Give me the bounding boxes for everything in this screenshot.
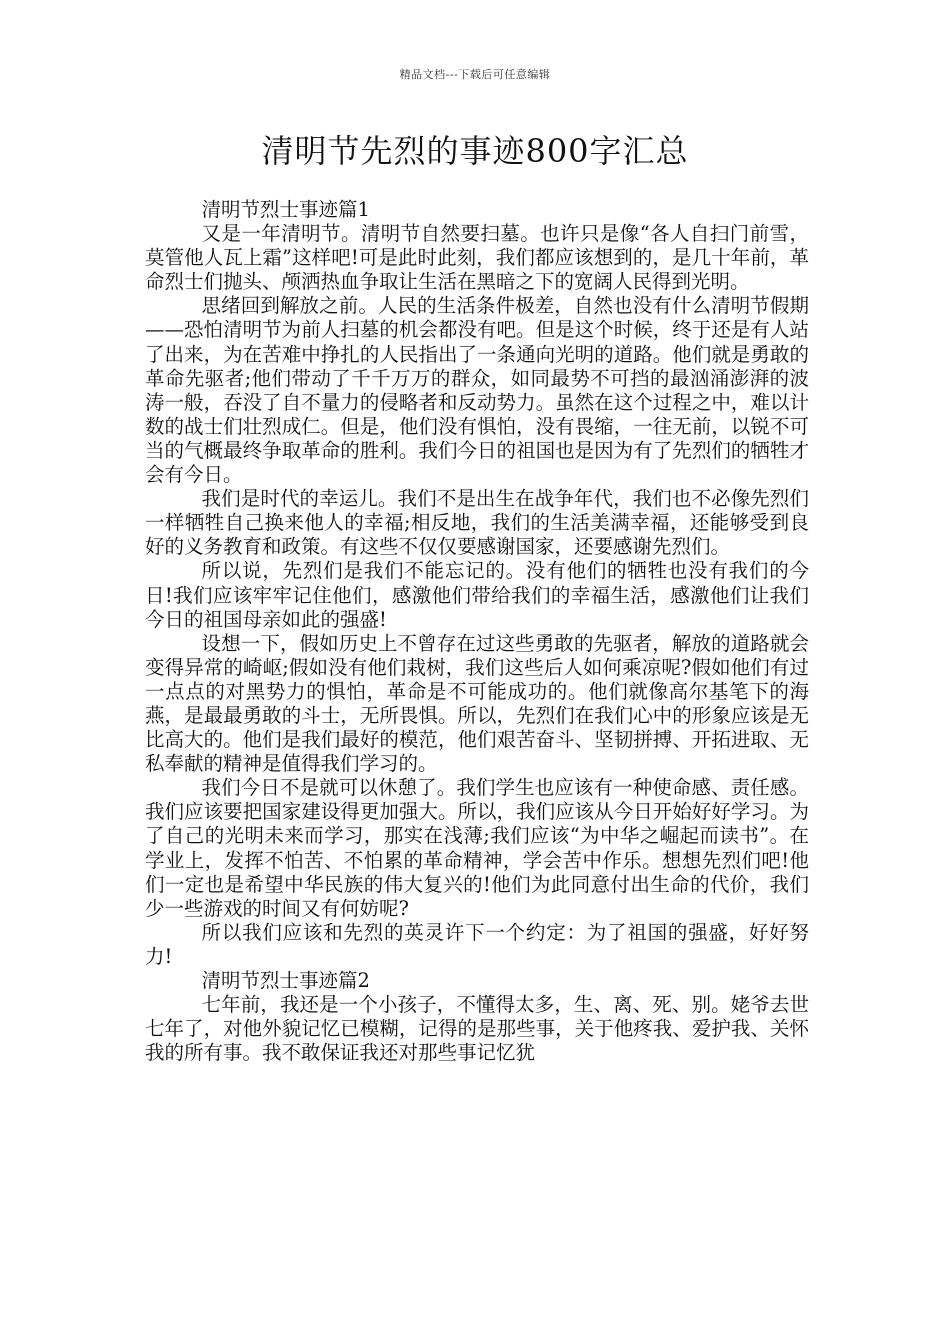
paragraph: 所以说，先烈们是我们不能忘记的。没有他们的牺牲也没有我们的今日!我们应该牢牢记住他们，感激他们带给我们的幸福生活，感激他们让我们今日的祖国母亲如此的强盛! bbox=[145, 559, 809, 631]
header-note: 精品文档---下载后可任意编辑 bbox=[399, 68, 551, 81]
paragraph: 我们是时代的幸运儿。我们不是出生在战争年代，我们也不必像先烈们一样牺牲自己换来他人的幸福;相反地，我们的生活美满幸福，还能够受到良好的义务教育和政策。有这些不仅仅要感谢国家，还要感谢先烈们。 bbox=[145, 487, 809, 559]
section-heading: 清明节烈士事迹篇2 bbox=[201, 969, 370, 992]
paragraph: 所以我们应该和先烈的英灵许下一个约定：为了祖国的强盛，好好努力! bbox=[145, 920, 809, 968]
paragraph: 设想一下，假如历史上不曾存在过这些勇敢的先驱者，解放的道路就会变得异常的崎岖;假如没有他们栽树，我们这些后人如何乘凉呢?假如他们有过一点点的对黑势力的惧怕，革命是不可能成功的。他们就像高尔基笔下的海燕，是最最勇敢的斗士，无所畏惧。所以，先烈们在我们心中的形象应该是无比高大的。他们是我们最好的模范，他们艰苦奋斗、坚韧拼搏、开拓进取、无私奉献的精神是值得我们学习的。 bbox=[145, 631, 809, 776]
document-title: 清明节先烈的事迹800字汇总 bbox=[261, 132, 689, 170]
document-body bbox=[145, 198, 809, 1065]
paragraph: 七年前，我还是一个小孩子，不懂得太多，生、离、死、别。姥爷去世七年了，对他外貌记忆已模糊，记得的是那些事，关于他疼我、爱护我、关怀我的所有事。我不敢保证我还对那些事记忆犹 bbox=[145, 993, 809, 1065]
section-heading: 清明节烈士事迹篇1 bbox=[201, 198, 370, 221]
paragraph: 思绪回到解放之前。人民的生活条件极差，自然也没有什么清明节假期——恐怕清明节为前人扫墓的机会都没有吧。但是这个时候，终于还是有人站了出来，为在苦难中挣扎的人民指出了一条通向光明的道路。他们就是勇敢的革命先驱者;他们带动了千千万万的群众，如同最势不可挡的最汹涌澎湃的波涛一般，吞没了自不量力的侵略者和反动势力。虽然在这个过程之中，难以计数的战士们壮烈成仁。但是，他们没有惧怕，没有畏缩，一往无前，以锐不可当的气概最终争取革命的胜利。我们今日的祖国也是因为有了先烈们的牺牲才会有今日。 bbox=[145, 294, 809, 487]
paragraph: 我们今日不是就可以休憩了。我们学生也应该有一种使命感、责任感。我们应该要把国家建设得更加强大。所以，我们应该从今日开始好好学习。为了自己的光明未来而学习，那实在浅薄;我们应该“为中华之崛起而读书”。在学业上，发挥不怕苦、不怕累的革命精神，学会苦中作乐。想想先烈们吧!他们一定也是希望中华民族的伟大复兴的!他们为此同意付出生命的代价，我们少一些游戏的时间又有何妨呢? bbox=[145, 776, 809, 920]
paragraph: 又是一年清明节。清明节自然要扫墓。也许只是像“各人自扫门前雪，莫管他人瓦上霜”这样吧!可是此时此刻，我们都应该想到的，是几十年前，革命烈士们抛头、颅洒热血争取让生活在黑暗之下的宽阔人民得到光明。 bbox=[145, 222, 809, 294]
